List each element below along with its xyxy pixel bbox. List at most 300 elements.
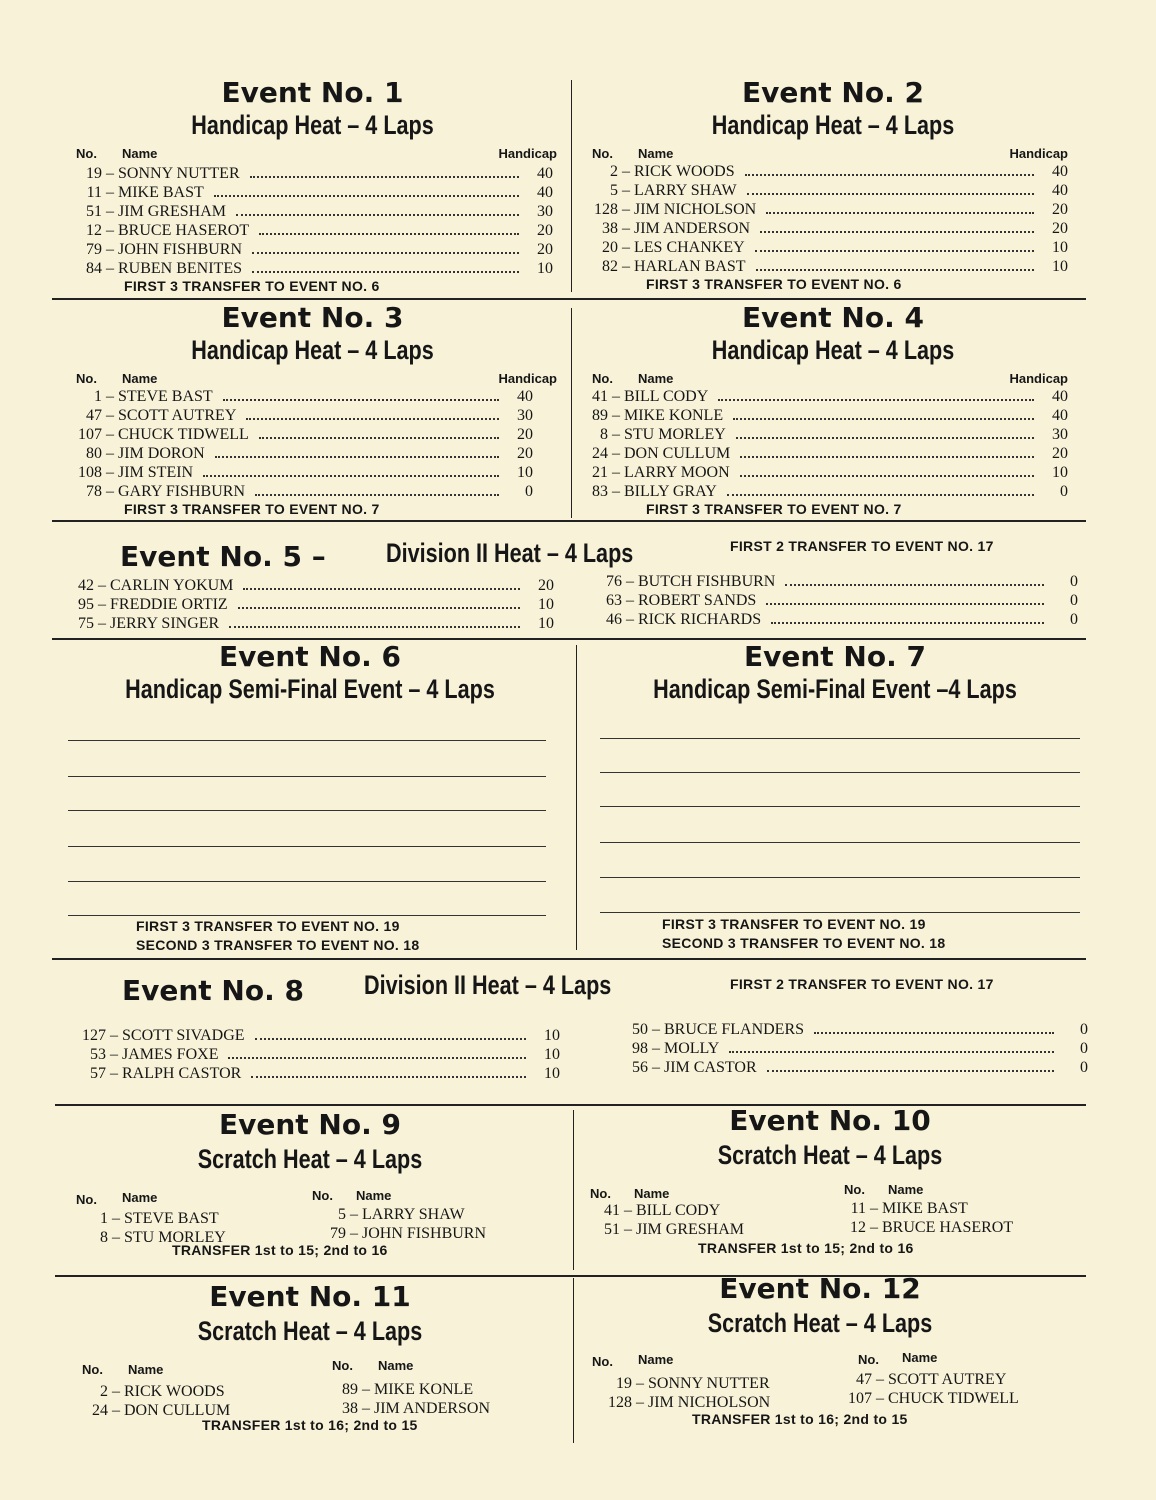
blank-line — [68, 881, 546, 882]
name-header: Name — [902, 1350, 938, 1365]
dash: – — [652, 1040, 660, 1057]
entry-handicap: 40 — [517, 388, 533, 405]
entry-name: RALPH CASTOR — [122, 1065, 242, 1082]
entry-name: BUTCH FISHBURN — [638, 573, 776, 590]
entry-number: 41 — [604, 1202, 620, 1219]
blank-line — [600, 772, 1080, 773]
event-7 — [590, 640, 1080, 708]
entry-row — [582, 238, 1068, 257]
event-2 — [578, 76, 1088, 292]
transfer-note: TRANSFER 1st to 16; 2nd to 15 — [692, 1411, 908, 1427]
entry-number: 108 — [78, 464, 102, 481]
entry-handicap: 10 — [537, 260, 553, 277]
entry-name: JIM GRESHAM — [636, 1221, 745, 1238]
column-headers — [578, 146, 1088, 162]
dash: – — [106, 445, 114, 462]
dash: – — [106, 184, 114, 201]
entry-handicap: 10 — [544, 1027, 560, 1044]
event-title: Event No. 5 – — [120, 540, 326, 573]
entry-row — [612, 1020, 1088, 1039]
entry-row — [582, 181, 1068, 200]
transfer-note: TRANSFER 1st to 16; 2nd to 15 — [202, 1417, 418, 1433]
dash: – — [622, 220, 630, 237]
entry-handicap: 30 — [1052, 426, 1068, 443]
column-headers — [578, 371, 1088, 387]
no-header: No. — [844, 1182, 865, 1197]
entry-number: 42 — [78, 577, 94, 594]
dot-leader — [727, 494, 1034, 496]
entry-handicap: 0 — [1080, 1059, 1088, 1076]
entry-name: JIM ANDERSON — [374, 1400, 491, 1417]
entry-handicap: 10 — [1052, 258, 1068, 275]
event-title: Event No. 2 — [742, 76, 924, 109]
entry-handicap: 20 — [1052, 201, 1068, 218]
no-header: No. — [332, 1358, 353, 1373]
dot-leader — [814, 1032, 1054, 1034]
entry-name: JIM GRESHAM — [118, 203, 227, 220]
event-10 — [580, 1104, 1080, 1174]
entry-name: BRUCE HASEROT — [882, 1219, 1014, 1236]
dash: – — [106, 260, 114, 277]
entry-name: CARLIN YOKUM — [110, 577, 234, 594]
column-divider — [571, 308, 572, 518]
dash: – — [622, 201, 630, 218]
entry-name: RUBEN BENITES — [118, 260, 242, 277]
entry-list — [66, 387, 533, 501]
entry-name: JIM STEIN — [118, 464, 194, 481]
event-title: Event No. 7 — [744, 640, 926, 673]
dot-leader — [214, 195, 519, 197]
entry-name: SONNY NUTTER — [118, 165, 240, 182]
entry-number: 5 — [338, 1206, 346, 1223]
blank-line — [68, 846, 546, 847]
event-subtitle: Handicap Heat – 4 Laps — [711, 335, 955, 365]
event-title: Event No. 4 — [742, 301, 924, 334]
entry-name: MIKE KONLE — [624, 407, 724, 424]
entry-number: 38 — [342, 1400, 358, 1417]
entry-handicap: 20 — [538, 577, 554, 594]
entry-number: 79 — [330, 1225, 346, 1242]
entry-number: 53 — [90, 1046, 106, 1063]
entry-handicap: 40 — [537, 184, 553, 201]
entry-number: 51 — [86, 203, 102, 220]
column-divider — [573, 1110, 574, 1270]
event-subtitle: Division II Heat – 4 Laps — [364, 970, 612, 1000]
entry-number: 21 — [592, 464, 608, 481]
transfer-note: TRANSFER 1st to 15; 2nd to 16 — [172, 1242, 388, 1258]
event-title: Event No. 3 — [221, 301, 404, 334]
entry-row — [60, 614, 554, 633]
dash: – — [620, 1202, 636, 1219]
entry-row — [68, 183, 553, 202]
entry-handicap: 40 — [1052, 407, 1068, 424]
column-divider — [571, 80, 572, 292]
entry-name: STEVE BAST — [118, 388, 213, 405]
event-subtitle: Scratch Heat – 4 Laps — [707, 1308, 933, 1338]
handicap-header: Handicap — [1009, 146, 1068, 161]
transfer-note: FIRST 3 TRANSFER TO EVENT NO. 7 — [646, 501, 902, 517]
dash: – — [108, 1383, 124, 1400]
entry-number: 41 — [592, 388, 608, 405]
name-header: Name — [356, 1188, 392, 1203]
event-subtitle: Handicap Heat – 4 Laps — [711, 110, 955, 140]
entry-row — [66, 444, 533, 463]
entry-row — [66, 463, 533, 482]
entry-name: CHUCK TIDWELL — [118, 426, 249, 443]
entry-number: 19 — [616, 1375, 632, 1392]
transfer-note: FIRST 2 TRANSFER TO EVENT NO. 17 — [730, 976, 994, 992]
dash: – — [110, 1046, 118, 1063]
entry-name: STEVE BAST — [124, 1210, 219, 1227]
entry-number: 82 — [602, 258, 618, 275]
dot-leader — [771, 622, 1044, 624]
event-subtitle: Handicap Semi-Final Event –4 Laps — [653, 674, 1017, 704]
entry-number: 11 — [850, 1200, 866, 1217]
dot-leader — [740, 475, 1034, 477]
entry-row — [588, 572, 1078, 591]
entry-name: MOLLY — [664, 1040, 720, 1057]
event-12 — [580, 1272, 1060, 1342]
entry-handicap: 0 — [1070, 592, 1078, 609]
dash: – — [106, 388, 114, 405]
dash: – — [652, 1021, 660, 1038]
dot-leader — [785, 584, 1044, 586]
entry-row — [600, 1374, 770, 1393]
entry-list — [584, 387, 1068, 501]
dot-leader — [228, 1057, 526, 1059]
dash: – — [358, 1400, 374, 1417]
entry-name: LARRY SHAW — [634, 182, 737, 199]
entry-row — [68, 202, 553, 221]
entry-list-left — [60, 1026, 560, 1083]
blank-line — [600, 877, 1080, 878]
entry-row — [66, 425, 533, 444]
entry-handicap: 10 — [538, 615, 554, 632]
name-header: Name — [638, 146, 674, 161]
event-1 — [60, 76, 565, 294]
entry-row — [582, 257, 1068, 276]
entry-row — [60, 595, 554, 614]
dash: – — [98, 577, 106, 594]
entry-name: STU MORLEY — [124, 1229, 226, 1246]
name-header: Name — [378, 1358, 414, 1373]
entry-row — [612, 1058, 1088, 1077]
column-headers — [60, 371, 565, 387]
no-header: No. — [592, 371, 613, 386]
dash: – — [110, 1027, 118, 1044]
entry-handicap: 10 — [1052, 239, 1068, 256]
name-header: Name — [634, 1186, 670, 1201]
entry-number: 107 — [78, 426, 102, 443]
entry-row — [66, 406, 533, 425]
entry-handicap: 0 — [1060, 483, 1068, 500]
event-title: Event No. 6 — [219, 640, 401, 673]
dash: – — [626, 592, 634, 609]
entry-number: 84 — [86, 260, 102, 277]
blank-line — [600, 842, 1080, 843]
handicap-header: Handicap — [498, 371, 557, 386]
dash: – — [106, 483, 114, 500]
dash: – — [652, 1059, 660, 1076]
entry-number: 46 — [606, 611, 622, 628]
entry-list-right — [838, 1199, 1013, 1237]
event-title: Event No. 12 — [719, 1272, 921, 1305]
entry-number: 47 — [856, 1371, 872, 1388]
entry-row — [584, 463, 1068, 482]
entry-number: 1 — [100, 1210, 108, 1227]
name-header: Name — [122, 371, 158, 386]
dash: – — [106, 165, 114, 182]
entry-name: HARLAN BAST — [634, 258, 746, 275]
dot-leader — [729, 1051, 1054, 1053]
entry-number: 12 — [86, 222, 102, 239]
entry-name: JIM NICHOLSON — [648, 1394, 771, 1411]
entry-handicap: 30 — [517, 407, 533, 424]
entry-handicap: 20 — [1052, 445, 1068, 462]
entry-number: 24 — [592, 445, 608, 462]
entry-number: 47 — [86, 407, 102, 424]
dash: – — [106, 407, 114, 424]
event-title: Event No. 11 — [209, 1280, 411, 1313]
entry-number: 12 — [850, 1219, 866, 1236]
entry-list-left — [80, 1382, 230, 1420]
entry-row — [80, 1209, 226, 1228]
entry-handicap: 0 — [1070, 611, 1078, 628]
entry-name: JIM CASTOR — [664, 1059, 757, 1076]
entry-number: 51 — [604, 1221, 620, 1238]
dot-leader — [766, 603, 1044, 605]
entry-list — [68, 164, 553, 278]
dash: – — [346, 1225, 362, 1242]
column-divider — [576, 645, 577, 950]
entry-row — [310, 1205, 486, 1224]
entry-number: 78 — [86, 483, 102, 500]
entry-row — [584, 444, 1068, 463]
name-header: Name — [888, 1182, 924, 1197]
dash: – — [872, 1390, 888, 1407]
dot-leader — [766, 212, 1034, 214]
dot-leader — [215, 456, 499, 458]
blank-line — [600, 806, 1080, 807]
dash: – — [872, 1371, 888, 1388]
dash: – — [346, 1206, 362, 1223]
no-header: No. — [82, 1362, 103, 1377]
section-divider — [52, 958, 1086, 960]
entry-handicap: 0 — [525, 483, 533, 500]
entry-number: 128 — [608, 1394, 632, 1411]
entry-number: 1 — [94, 388, 102, 405]
name-header: Name — [122, 146, 158, 161]
entry-number: 98 — [632, 1040, 648, 1057]
dot-leader — [755, 250, 1034, 252]
entry-name: BILLY GRAY — [624, 483, 717, 500]
transfer-note-1: FIRST 3 TRANSFER TO EVENT NO. 19 — [136, 918, 400, 934]
dot-leader — [250, 176, 519, 178]
dash: – — [106, 464, 114, 481]
entry-handicap: 10 — [517, 464, 533, 481]
dash: – — [626, 573, 634, 590]
dash: – — [110, 1065, 118, 1082]
entry-row — [68, 221, 553, 240]
entry-name: SCOTT AUTREY — [888, 1371, 1007, 1388]
dot-leader — [736, 437, 1034, 439]
entry-handicap: 40 — [1052, 182, 1068, 199]
event-6 — [60, 640, 560, 708]
transfer-note: FIRST 2 TRANSFER TO EVENT NO. 17 — [730, 538, 994, 554]
entry-handicap: 20 — [537, 222, 553, 239]
entry-name: LARRY SHAW — [362, 1206, 465, 1223]
entry-handicap: 10 — [544, 1046, 560, 1063]
entry-name: JIM NICHOLSON — [634, 201, 757, 218]
dot-leader — [223, 399, 499, 401]
no-header: No. — [858, 1352, 879, 1367]
entry-row — [60, 1045, 560, 1064]
entry-row — [588, 610, 1078, 629]
entry-row — [836, 1389, 1019, 1408]
entry-number: 75 — [78, 615, 94, 632]
handicap-header: Handicap — [498, 146, 557, 161]
dash: – — [106, 241, 114, 258]
event-subtitle: Scratch Heat – 4 Laps — [717, 1140, 943, 1170]
entry-name: JIM DORON — [118, 445, 205, 462]
entry-list-right — [588, 572, 1078, 629]
entry-name: MIKE BAST — [118, 184, 204, 201]
dot-leader — [718, 399, 1034, 401]
entry-name: SCOTT SIVADGE — [122, 1027, 245, 1044]
dash: – — [612, 445, 620, 462]
section-divider — [52, 298, 1086, 300]
no-header: No. — [312, 1188, 333, 1203]
entry-row — [68, 259, 553, 278]
entry-name: JAMES FOXE — [122, 1046, 219, 1063]
entry-number: 11 — [86, 184, 102, 201]
transfer-note: FIRST 3 TRANSFER TO EVENT NO. 6 — [646, 276, 902, 292]
event-9 — [60, 1108, 560, 1178]
dash: – — [612, 483, 620, 500]
event-title: Event No. 8 — [122, 974, 304, 1007]
entry-number: 56 — [632, 1059, 648, 1076]
entry-list — [582, 162, 1068, 276]
entry-handicap: 0 — [1080, 1040, 1088, 1057]
blank-line — [68, 915, 546, 916]
entry-row — [588, 591, 1078, 610]
entry-name: JOHN FISHBURN — [118, 241, 243, 258]
entry-row — [584, 425, 1068, 444]
dash: – — [612, 464, 620, 481]
dash: – — [632, 1394, 648, 1411]
entry-row — [80, 1382, 230, 1401]
dash: – — [98, 615, 106, 632]
entry-handicap: 0 — [1080, 1021, 1088, 1038]
no-header: No. — [590, 1186, 611, 1201]
entry-name: LARRY MOON — [624, 464, 730, 481]
entry-number: 89 — [592, 407, 608, 424]
entry-number: 50 — [632, 1021, 648, 1038]
entry-name: RICK WOODS — [124, 1383, 225, 1400]
entry-row — [838, 1199, 1013, 1218]
event-subtitle: Scratch Heat – 4 Laps — [197, 1316, 423, 1346]
dash: – — [612, 407, 620, 424]
dot-leader — [246, 418, 499, 420]
entry-handicap: 10 — [1052, 464, 1068, 481]
entry-name: BRUCE FLANDERS — [664, 1021, 805, 1038]
entry-list-right — [330, 1380, 490, 1418]
dash: – — [106, 203, 114, 220]
event-title: Event No. 1 — [221, 76, 404, 109]
dash: – — [106, 426, 114, 443]
entry-row — [584, 387, 1068, 406]
dot-leader — [733, 418, 1034, 420]
dot-leader — [238, 607, 520, 609]
entry-number: 89 — [342, 1381, 358, 1398]
entry-row — [838, 1218, 1013, 1237]
event-subtitle: Division II Heat – 4 Laps — [386, 538, 634, 568]
entry-name: BRUCE HASEROT — [118, 222, 250, 239]
dash: – — [620, 1221, 636, 1238]
transfer-note: TRANSFER 1st to 15; 2nd to 16 — [698, 1240, 914, 1256]
entry-row — [582, 200, 1068, 219]
entry-number: 19 — [86, 165, 102, 182]
entry-name: ROBERT SANDS — [638, 592, 757, 609]
entry-row — [330, 1380, 490, 1399]
dash: – — [622, 163, 630, 180]
event-subtitle: Handicap Semi-Final Event – 4 Laps — [125, 674, 495, 704]
entry-row — [68, 164, 553, 183]
name-header: Name — [638, 371, 674, 386]
entry-handicap: 20 — [537, 241, 553, 258]
event-title: Event No. 10 — [729, 1104, 931, 1137]
dash: – — [106, 222, 114, 239]
transfer-note: FIRST 3 TRANSFER TO EVENT NO. 6 — [124, 278, 380, 294]
entry-row — [60, 1026, 560, 1045]
entry-row — [330, 1399, 490, 1418]
entry-list-right — [836, 1370, 1019, 1408]
entry-number: 76 — [606, 573, 622, 590]
dot-leader — [252, 271, 519, 273]
transfer-note: FIRST 3 TRANSFER TO EVENT NO. 7 — [124, 501, 380, 517]
dash: – — [626, 611, 634, 628]
blank-line — [68, 740, 546, 741]
entry-name: FREDDIE ORTIZ — [110, 596, 228, 613]
entry-name: RICK RICHARDS — [638, 611, 762, 628]
entry-list-left — [600, 1374, 770, 1412]
entry-row — [310, 1224, 486, 1243]
name-header: Name — [638, 1352, 674, 1367]
dot-leader — [756, 269, 1034, 271]
entry-name: BILL CODY — [624, 388, 709, 405]
dot-leader — [229, 626, 520, 628]
dash: – — [622, 258, 630, 275]
entry-row — [582, 219, 1068, 238]
event-8 — [0, 964, 1156, 1094]
entry-name: GARY FISHBURN — [118, 483, 245, 500]
entry-row — [600, 1393, 770, 1412]
dot-leader — [203, 475, 499, 477]
entry-row — [584, 482, 1068, 501]
dot-leader — [760, 231, 1034, 233]
entry-number: 57 — [90, 1065, 106, 1082]
entry-number: 127 — [82, 1027, 106, 1044]
entry-list-left — [592, 1201, 744, 1239]
event-11 — [60, 1280, 560, 1350]
dash: – — [108, 1229, 124, 1246]
entry-number: 8 — [600, 426, 608, 443]
dash: – — [622, 239, 630, 256]
entry-handicap: 20 — [517, 445, 533, 462]
entry-name: DON CULLUM — [624, 445, 731, 462]
entry-row — [60, 576, 554, 595]
dash: – — [622, 182, 630, 199]
